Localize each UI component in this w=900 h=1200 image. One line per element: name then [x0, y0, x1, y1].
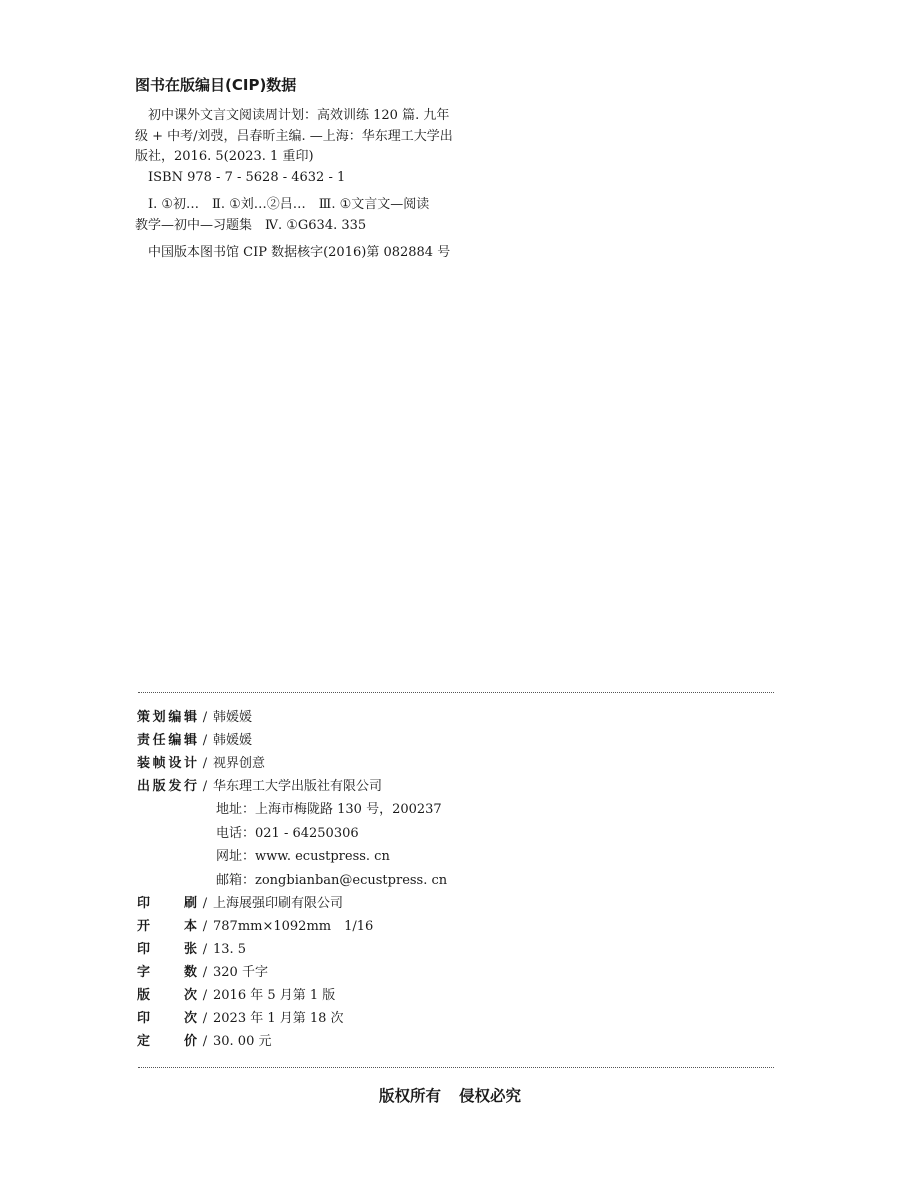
- credit-label: 出版发行: [137, 779, 197, 794]
- credit-label: 版 次: [137, 988, 197, 1003]
- publisher-address: 地址：上海市梅陇路 130 号，200237: [216, 802, 442, 817]
- cip-line-1: 初中课外文言文阅读周计划：高效训练 120 篇. 九年: [148, 108, 450, 123]
- infringement-warning: 侵权必究: [459, 1087, 522, 1105]
- credit-value: 2023 年 1 月第 18 次: [213, 1011, 344, 1026]
- separator: /: [202, 942, 208, 957]
- credit-value: 2016 年 5 月第 1 版: [213, 988, 336, 1003]
- credit-value: 华东理工大学出版社有限公司: [213, 779, 383, 794]
- credit-label: 装帧设计: [137, 756, 197, 771]
- credit-value: 上海展强印刷有限公司: [213, 896, 344, 911]
- credit-row-printer: [137, 892, 777, 915]
- credit-value: 30. 00 元: [213, 1034, 272, 1049]
- credit-label: 责任编辑: [137, 733, 197, 748]
- credit-row-price: [137, 1030, 777, 1053]
- top-dotted-divider: [138, 692, 774, 693]
- credit-row-edition: [137, 984, 777, 1007]
- cip-classification-2: 教学—初中—习题集 Ⅳ. ①G634. 335: [135, 217, 367, 233]
- separator: /: [202, 965, 208, 980]
- credit-row-publisher: [137, 775, 777, 798]
- credit-label: 字 数: [137, 965, 197, 980]
- separator: /: [202, 896, 208, 911]
- credit-label: 定 价: [137, 1034, 197, 1049]
- separator: /: [202, 919, 208, 934]
- separator: /: [202, 756, 208, 771]
- separator: /: [202, 988, 208, 1003]
- separator: /: [202, 710, 208, 725]
- credit-row-words: [137, 961, 777, 984]
- bottom-dotted-divider: [138, 1067, 774, 1068]
- credit-value: 13. 5: [213, 942, 247, 957]
- credit-row-planning-editor: [137, 706, 777, 729]
- cip-body: [135, 106, 495, 264]
- cip-line-2: 级 + 中考/刘弢，吕春昕主编. —上海：华东理工大学出: [135, 128, 453, 144]
- credits-block: [137, 706, 777, 1053]
- credit-label: 印 次: [137, 1011, 197, 1026]
- publisher-phone: 电话：021 - 64250306: [216, 825, 359, 841]
- cip-isbn: ISBN 978 - 7 - 5628 - 4632 - 1: [148, 169, 346, 185]
- publisher-website: 网址：www. ecustpress. cn: [216, 849, 390, 864]
- cip-block: [135, 74, 495, 264]
- credit-row-impression: [137, 1007, 777, 1030]
- all-rights-reserved: 版权所有: [378, 1087, 441, 1105]
- credit-label: 开 本: [137, 919, 197, 934]
- separator: /: [202, 733, 208, 748]
- cip-classification-1: Ⅰ. ①初… Ⅱ. ①刘…②吕… Ⅲ. ①文言文—阅读: [148, 197, 430, 212]
- cip-library-record: 中国版本图书馆 CIP 数据核字(2016)第 082884 号: [148, 245, 451, 260]
- credit-label: 印 张: [137, 942, 197, 957]
- credit-label: 印 刷: [137, 896, 197, 911]
- credit-value: 787mm×1092mm 1/16: [213, 919, 374, 934]
- credit-value: 韩媛媛: [213, 733, 253, 748]
- credit-value: 韩媛媛: [213, 710, 253, 725]
- credit-label: 策划编辑: [137, 710, 197, 725]
- credit-row-responsible-editor: [137, 729, 777, 752]
- credit-row-sheets: [137, 938, 777, 961]
- copyright-notice: [0, 1084, 900, 1106]
- credit-value: 视界创意: [213, 756, 266, 771]
- publisher-email: 邮箱：zongbianban@ecustpress. cn: [216, 872, 448, 888]
- separator: /: [202, 1011, 208, 1026]
- credit-row-design: [137, 752, 777, 775]
- credit-value: 320 千字: [213, 965, 268, 980]
- separator: /: [202, 1034, 208, 1049]
- credit-row-format: [137, 915, 777, 938]
- cip-title: 图书在版编目(CIP)数据: [135, 76, 297, 94]
- cip-line-3: 版社，2016. 5(2023. 1 重印): [135, 149, 314, 164]
- separator: /: [202, 779, 208, 794]
